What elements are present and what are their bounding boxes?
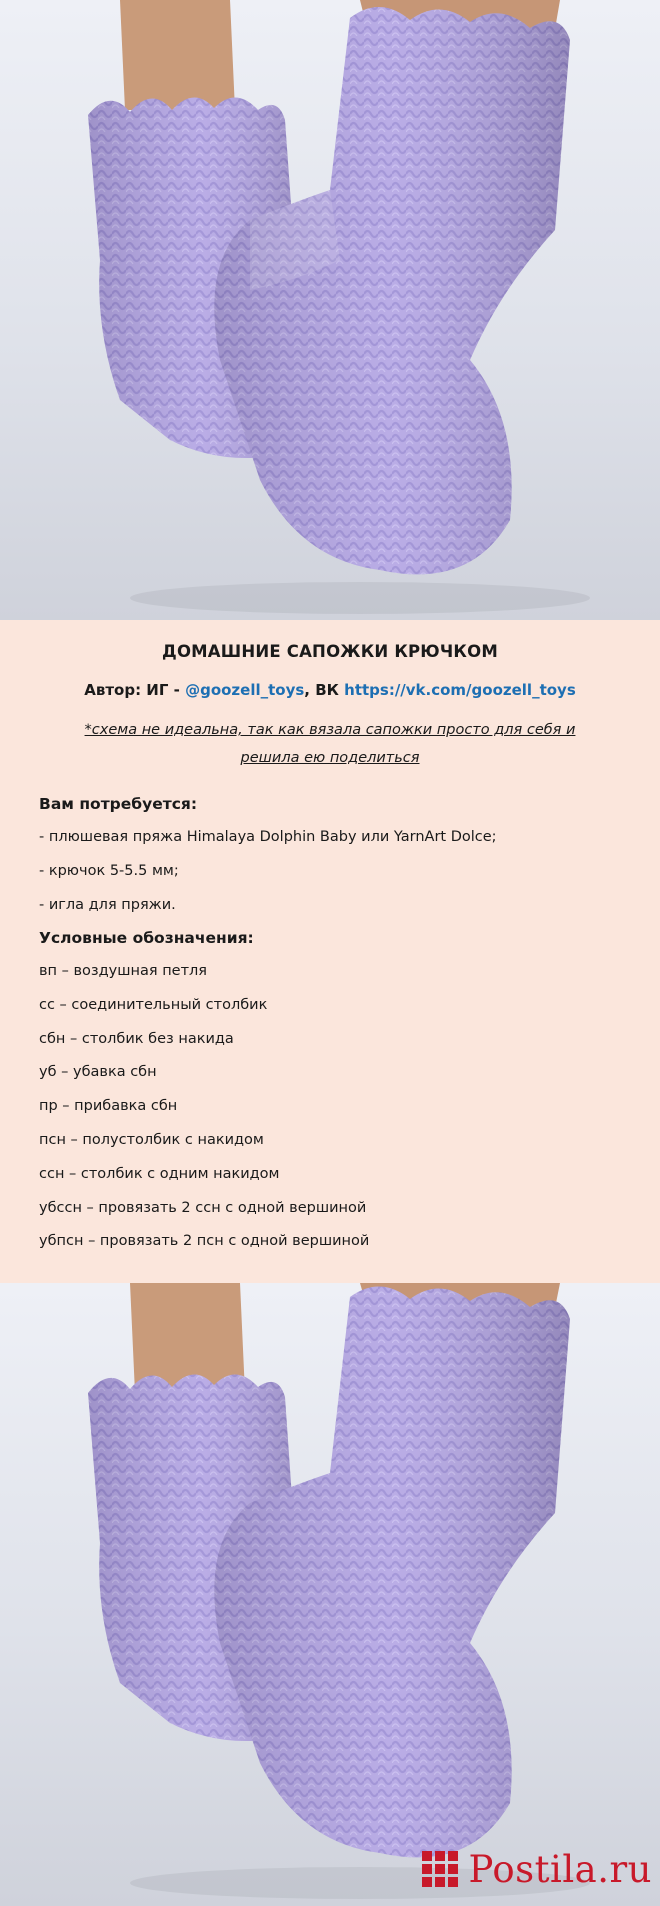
author-line (0, 681, 660, 699)
postila-logo-icon (420, 1849, 460, 1889)
legend-heading: Условные обозначения: (39, 929, 254, 947)
boots-illustration-top (0, 0, 660, 620)
author-note (55, 716, 605, 772)
postila-watermark[interactable] (420, 1846, 652, 1892)
right-boot (214, 1286, 570, 1857)
materials-item: - игла для пряжи. (39, 897, 176, 913)
instagram-link[interactable]: @goozell_toys (185, 681, 305, 699)
legend-item: сбн – столбик без накида (39, 1031, 234, 1047)
materials-heading: Вам потребуется: (39, 795, 198, 813)
materials-item: - крючок 5-5.5 мм; (39, 863, 179, 879)
author-separator: , ВК (304, 681, 345, 699)
legend-item: сс – соединительный столбик (39, 997, 268, 1013)
legend-item: пр – прибавка сбн (39, 1098, 178, 1114)
legend-item: вп – воздушная петля (39, 963, 208, 979)
note-line: решила ею поделиться (240, 750, 420, 766)
top-photo (0, 0, 660, 620)
bottom-photo (0, 1283, 660, 1906)
author-prefix: Автор: ИГ - (84, 681, 186, 699)
note-line: *схема не идеальна, так как вязала сапожки просто для себя и (84, 722, 576, 738)
document-title: ДОМАШНИЕ САПОЖКИ КРЮЧКОМ (162, 642, 498, 661)
postila-wordmark: Postila.ru (468, 1847, 652, 1891)
legend-item: убссн – провязать 2 ссн с одной вершиной (39, 1200, 367, 1216)
legend-item: уб – убавка сбн (39, 1064, 157, 1080)
legend-item: ссн – столбик с одним накидом (39, 1166, 280, 1182)
legend-item: убпсн – провязать 2 псн с одной вершиной (39, 1233, 370, 1249)
vk-link[interactable]: https://vk.com/goozell_toys (344, 681, 576, 699)
legend-item: псн – полустолбик с накидом (39, 1132, 264, 1148)
left-leg (120, 0, 235, 110)
instructions-panel (0, 620, 660, 1283)
right-boot (214, 7, 570, 574)
materials-item: - плюшевая пряжа Himalaya Dolphin Baby или YarnArt Dolce; (39, 829, 497, 845)
boots-illustration-bottom (0, 1283, 660, 1906)
